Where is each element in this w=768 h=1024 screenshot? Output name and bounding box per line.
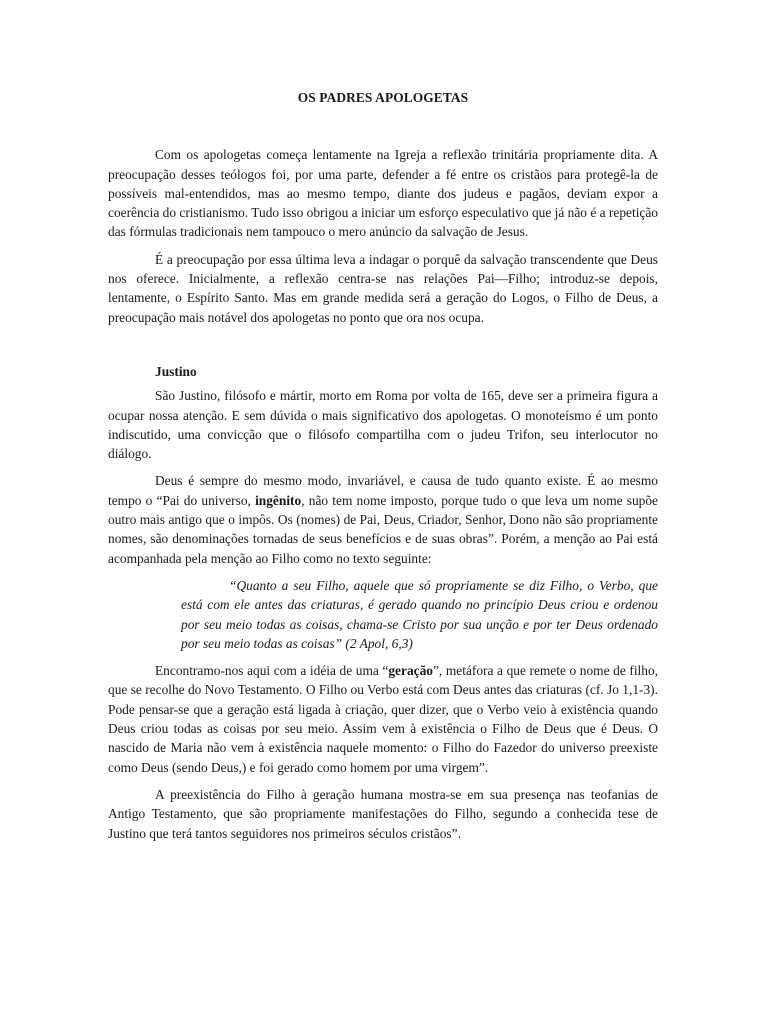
justino-paragraph-3 [108,661,658,777]
justino-paragraph-2-text-a: Deus é sempre do mesmo modo, invariável, e causa de tudo quanto existe. É ao mesmo tempo o “Pai do universo, [108,473,658,508]
block-quote [181,576,658,653]
justino-paragraph-1: São Justino, filósofo e mártir, morto em Roma por volta de 165, deve ser a primeira figura a ocupar nossa atenção. E sem dúvida o mais significativo dos apologetas. O monoteísmo é um ponto indiscutido, uma convicção que o filósofo compartilha com o judeu Trifon, seu interlocutor no diálogo. [108,388,658,462]
justino-paragraph-4: A preexistência do Filho à geração humana mostra-se em sua presença nas teofanias de Antigo Testamento, que são propriamente manifestações do Filho, segundo a conhecida tese de Justino que terá tantos seguidores nos primeiros séculos cristãos”. [108,786,658,841]
justino-paragraph-3-text-a: Encontramo-nos aqui com a idéia de uma “ [155,663,389,679]
document-page [108,88,658,843]
term-ingenito: ingênito [255,492,302,508]
intro-paragraph-1: Com os apologetas começa lentamente na Igreja a reflexão trinitária propriamente dita. A preocupação desses teólogos foi, por uma parte, defender a fé entre os cristãos para protegê-la de possíveis mal-entendidos, mas ao mesmo tempo, diante dos judeus e pagãos, deviam expor a coerência do cristianismo. Tudo isso obrigou a iniciar um esforço especulativo que já não é a repetição das fórmulas tradicionais nem tampouco o mero anúncio da salvação de Jesus. [108,147,658,240]
quote-reference: (2 Apol, 6,3) [342,635,413,651]
section-heading-justino: Justino [155,363,197,379]
quote-text: “Quanto a seu Filho, aquele que só propriamente se diz Filho, o Verbo, que está com ele antes das criaturas, é gerado quando no princípio Deus criou e ordenou por seu meio todas as coisas, chama-se Cristo por sua unção e por ter Deus ordenado por seu meio todas as coisas” [181,577,658,651]
justino-paragraph-2 [108,471,658,567]
justino-paragraph-2-text-b: , não tem nome imposto, porque tudo o que leva um nome supõe outro mais antigo que o impôs. Os (nomes) de Pai, Deus, Criador, Senhor, Dono não são propriamente nomes, são denominações tornadas de seus benefícios e de suas obras”. Porém, a menção ao Pai está acompanhada pela menção ao Filho como no texto seguinte: [108,492,659,566]
document-title: OS PADRES APOLOGETAS [297,90,469,105]
justino-paragraph-3-text-b: ”, metáfora a que remete o nome de filho, que se recolhe do Novo Testamento. O Filho ou Verbo está com Deus antes das criaturas (cf. Jo 1,1-3). Pode pensar-se que a geração está ligada à criação, quer dizer, que o Verbo veio à existência quando Deus criou todas as coisas por seu meio. Assim vem à existência o Filho de Deus que é Deus. O nascido de Maria não vem à existência naquele momento: o Filho do Fazedor do universo preexiste como Deus (sendo Deus,) e foi gerado como homem por uma virgem”. [108,663,659,775]
intro-paragraph-2: É a preocupação por essa última leva a indagar o porquê da salvação transcendente que Deus nos oferece. Inicialmente, a reflexão centra-se nas relações Pai—Filho; introduz-se depois, lentamente, o Espírito Santo. Mas em grande medida será a geração do Logos, o Filho de Deus, a preocupação mais notável dos apologetas no ponto que ora nos ocupa. [108,251,658,325]
term-geracao: geração [388,663,433,679]
